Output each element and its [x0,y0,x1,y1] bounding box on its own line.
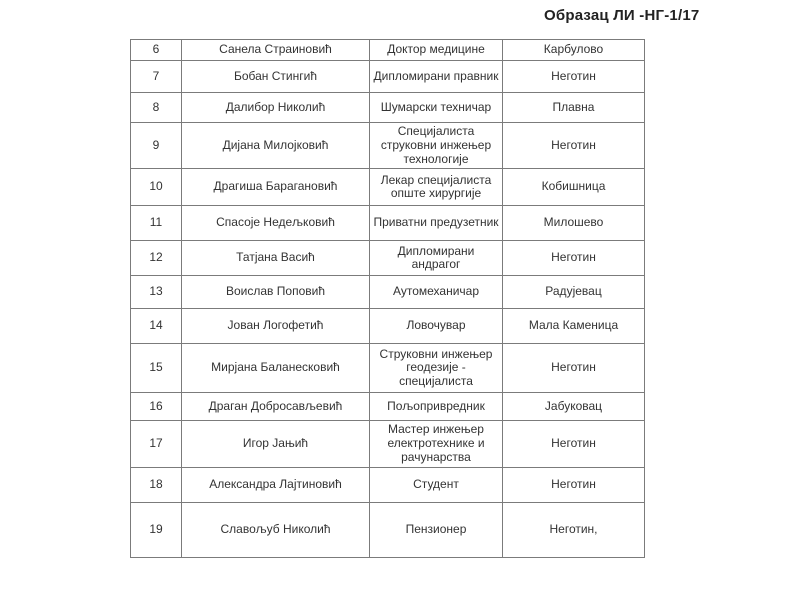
row-number-cell: 17 [131,421,182,467]
occupation-cell: Пољопривредник [370,393,503,421]
voter-list-table [130,39,645,558]
name-cell: Александра Лајтиновић [182,467,370,502]
table-row [131,276,645,309]
row-number-cell: 16 [131,393,182,421]
table-row [131,467,645,502]
table-row [131,169,645,206]
name-cell: Татјана Васић [182,241,370,276]
table-row [131,206,645,241]
form-code-label: Образац ЛИ -НГ-1/17 [544,7,700,24]
city-cell: Кобишница [503,169,645,206]
city-cell: Неготин, [503,502,645,557]
occupation-cell: Студент [370,467,503,502]
table-row [131,123,645,169]
table-row [131,393,645,421]
row-number-cell: 7 [131,61,182,93]
name-cell: Игор Јањић [182,421,370,467]
row-number-cell: 12 [131,241,182,276]
row-number-cell: 14 [131,309,182,344]
occupation-cell: Доктор медицине [370,40,503,61]
city-cell: Неготин [503,123,645,169]
city-cell: Неготин [503,241,645,276]
name-cell: Спасоје Недељковић [182,206,370,241]
row-number-cell: 9 [131,123,182,169]
city-cell: Милошево [503,206,645,241]
name-cell: Воислав Поповић [182,276,370,309]
city-cell: Карбулово [503,40,645,61]
occupation-cell: Лекар специјалиста опште хирургије [370,169,503,206]
occupation-cell: Дипломирани андрагог [370,241,503,276]
row-number-cell: 8 [131,93,182,123]
row-number-cell: 19 [131,502,182,557]
city-cell: Мала Каменица [503,309,645,344]
occupation-cell: Ловочувар [370,309,503,344]
table-row [131,344,645,393]
table-row [131,40,645,61]
row-number-cell: 10 [131,169,182,206]
voter-list-body [131,40,645,558]
table-row [131,309,645,344]
occupation-cell: Мастер инжењер електротехнике и рачунарства [370,421,503,467]
occupation-cell: Пензионер [370,502,503,557]
city-cell: Неготин [503,421,645,467]
name-cell: Мирјана Баланесковић [182,344,370,393]
occupation-cell: Аутомеханичар [370,276,503,309]
city-cell: Радујевац [503,276,645,309]
table-row [131,421,645,467]
table-row [131,61,645,93]
row-number-cell: 18 [131,467,182,502]
row-number-cell: 6 [131,40,182,61]
row-number-cell: 15 [131,344,182,393]
city-cell: Плавна [503,93,645,123]
name-cell: Драгиша Барагановић [182,169,370,206]
name-cell: Славољуб Николић [182,502,370,557]
table-row [131,241,645,276]
city-cell: Јабуковац [503,393,645,421]
name-cell: Бобан Стингић [182,61,370,93]
name-cell: Јован Логофетић [182,309,370,344]
occupation-cell: Специјалиста струковни инжењер технологије [370,123,503,169]
row-number-cell: 11 [131,206,182,241]
city-cell: Неготин [503,467,645,502]
city-cell: Неготин [503,61,645,93]
name-cell: Драган Добросављевић [182,393,370,421]
name-cell: Далибор Николић [182,93,370,123]
occupation-cell: Приватни предузетник [370,206,503,241]
table-row [131,502,645,557]
occupation-cell: Шумарски техничар [370,93,503,123]
row-number-cell: 13 [131,276,182,309]
table-row [131,93,645,123]
occupation-cell: Дипломирани правник [370,61,503,93]
name-cell: Санела Страиновић [182,40,370,61]
city-cell: Неготин [503,344,645,393]
name-cell: Дијана Милојковић [182,123,370,169]
occupation-cell: Струковни инжењер геодезије - специјалиста [370,344,503,393]
